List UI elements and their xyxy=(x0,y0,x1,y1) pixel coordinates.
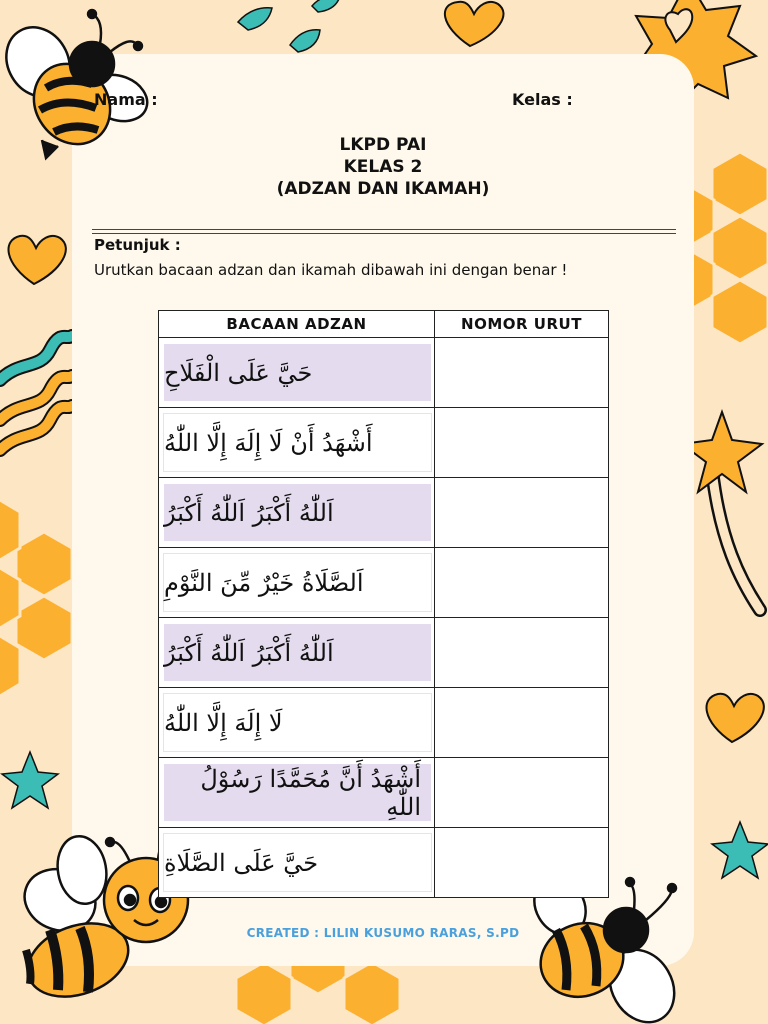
divider-line xyxy=(92,233,676,234)
adzan-phrase-text: اَللّٰهُ أَكْبَرُ اَللّٰهُ أَكْبَرُ xyxy=(164,484,431,541)
title-line-3: (ADZAN DAN IKAMAH) xyxy=(276,179,490,199)
nama-field-label: Nama : xyxy=(94,90,158,109)
adzan-phrase-cell xyxy=(159,828,435,898)
adzan-phrase-text: اَلصَّلَاةُ خَيْرٌ مِّنَ النَّوْمِ xyxy=(164,554,431,611)
table-row xyxy=(159,758,609,828)
column-header-bacaan: BACAAN ADZAN xyxy=(159,311,435,338)
adzan-phrase-cell xyxy=(159,548,435,618)
order-number-cell[interactable] xyxy=(435,548,609,618)
table-row xyxy=(159,408,609,478)
order-number-cell[interactable] xyxy=(435,688,609,758)
adzan-phrase-cell xyxy=(159,688,435,758)
order-number-cell[interactable] xyxy=(435,338,609,408)
table-row xyxy=(159,478,609,548)
order-number-cell[interactable] xyxy=(435,478,609,548)
adzan-phrase-cell xyxy=(159,338,435,408)
table-row xyxy=(159,828,609,898)
table-row xyxy=(159,338,609,408)
adzan-phrase-cell xyxy=(159,408,435,478)
author-credit: CREATED : LILIN KUSUMO RARAS, S.PD xyxy=(246,926,520,940)
adzan-phrase-text: أَشْهَدُ أَنَّ مُحَمَّدًا رَسُوْلُ اللّٰهِ xyxy=(164,764,431,821)
instruction-heading: Petunjuk : xyxy=(94,236,181,254)
adzan-phrase-cell xyxy=(159,758,435,828)
worksheet-title xyxy=(72,134,694,200)
divider-line xyxy=(92,229,676,230)
table-row xyxy=(159,688,609,758)
adzan-phrase-text: اَللّٰهُ أَكْبَرُ اَللّٰهُ أَكْبَرُ xyxy=(164,624,431,681)
instruction-text: Urutkan bacaan adzan dan ikamah dibawah ini dengan benar ! xyxy=(94,261,568,279)
adzan-order-table xyxy=(158,310,609,898)
table-row xyxy=(159,618,609,688)
adzan-phrase-text: حَيَّ عَلَى الْفَلَاحِ xyxy=(164,344,431,401)
order-number-cell[interactable] xyxy=(435,828,609,898)
order-number-cell[interactable] xyxy=(435,408,609,478)
kelas-field-label: Kelas : xyxy=(512,90,573,109)
order-number-cell[interactable] xyxy=(435,618,609,688)
adzan-phrase-text: حَيَّ عَلَى الصَّلَاةِ xyxy=(164,834,431,891)
adzan-phrase-cell xyxy=(159,478,435,548)
title-line-1: LKPD PAI xyxy=(339,135,427,155)
table-row xyxy=(159,548,609,618)
table-header-row xyxy=(159,311,609,338)
adzan-phrase-text: لَا إِلَهَ إِلَّا اللّٰهُ xyxy=(164,694,431,751)
adzan-phrase-text: أَشْهَدُ أَنْ لَا إِلَهَ إِلَّا اللّٰهُ xyxy=(164,414,431,471)
column-header-nomor: NOMOR URUT xyxy=(435,311,609,338)
adzan-phrase-cell xyxy=(159,618,435,688)
order-number-cell[interactable] xyxy=(435,758,609,828)
title-line-2: KELAS 2 xyxy=(343,157,423,177)
